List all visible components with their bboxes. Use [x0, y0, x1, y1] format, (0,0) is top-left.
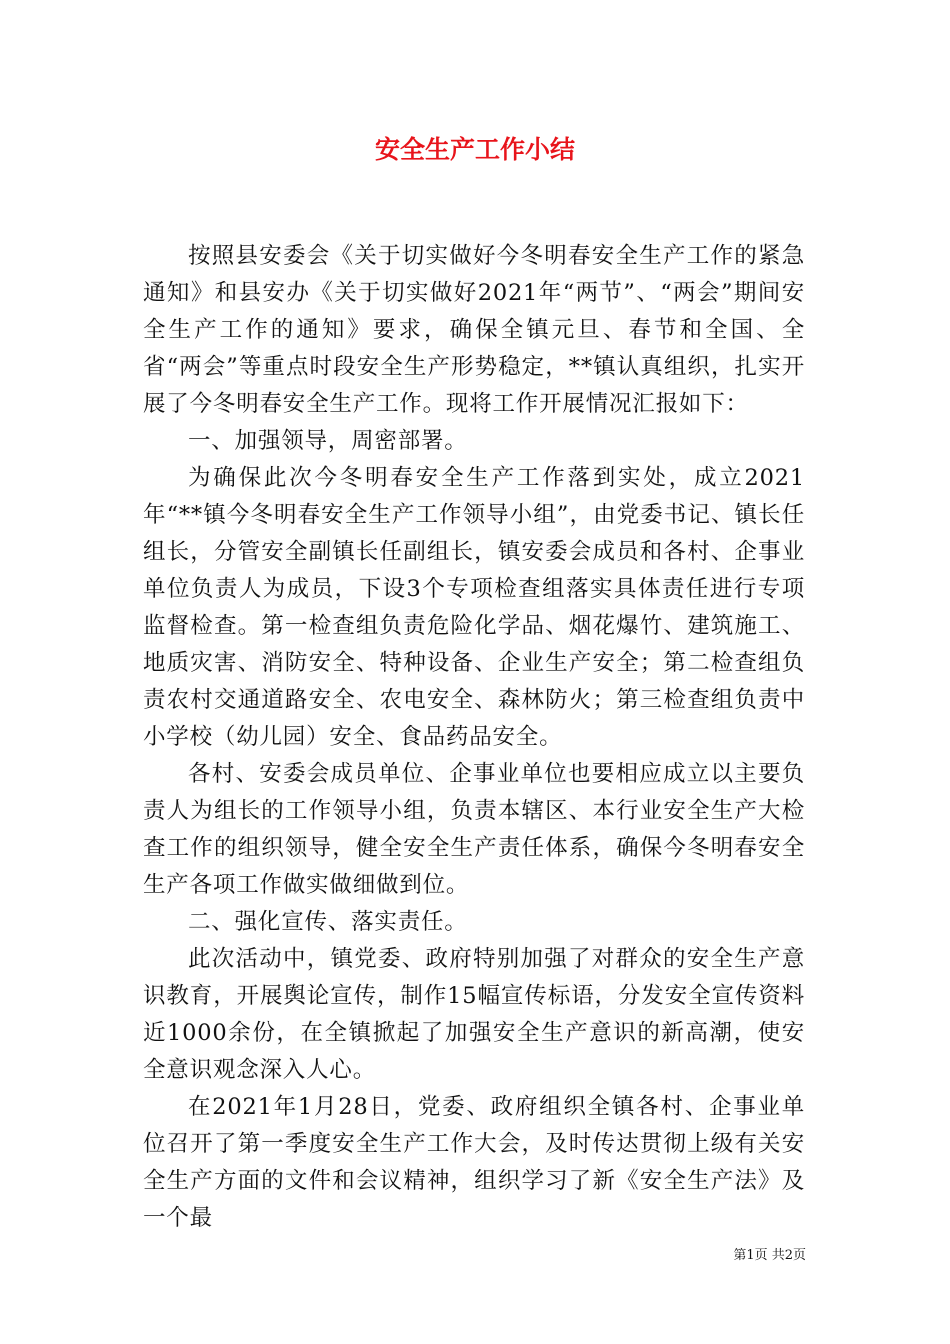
section-heading-2: 二、强化宣传、落实责任。: [188, 909, 468, 935]
paragraph-units-responsibility: 各村、安委会成员单位、企事业单位也要相应成立以主要负责人为组长的工作领导小组，负责本辖区、本行业安全生产大检查工作的组织领导，健全安全生产责任体系，确保今冬明春安全生产各项工作做实做细做到位。: [143, 761, 805, 898]
paragraph-meeting: 在2021年1月28日，党委、政府组织全镇各村、企事业单位召开了第一季度安全生产工作大会，及时传达贯彻上级有关安全生产方面的文件和会议精神，组织学习了新《安全生产法》及一个最: [143, 1094, 805, 1231]
section-heading-1: 一、加强领导，周密部署。: [188, 428, 468, 454]
paragraph-publicity: 此次活动中，镇党委、政府特别加强了对群众的安全生产意识教育，开展舆论宣传，制作15幅宣传标语，分发安全宣传资料近1000余份，在全镇掀起了加强安全生产意识的新高潮，使安全意识观念深入人心。: [143, 946, 805, 1083]
paragraph-leadership-group: 为确保此次今冬明春安全生产工作落到实处，成立2021年“**镇今冬明春安全生产工作领导小组”，由党委书记、镇长任组长，分管安全副镇长任副组长，镇安委会成员和各村、企事业单位负责人为成员，下设3个专项检查组落实具体责任进行专项监督检查。第一检查组负责危险化学品、烟花爆竹、建筑施工、地质灾害、消防安全、特种设备、企业生产安全；第二检查组负责农村交通道路安全、农电安全、森林防火；第三检查组负责中小学校（幼儿园）安全、食品药品安全。: [143, 465, 805, 750]
paragraph-intro: 按照县安委会《关于切实做好今冬明春安全生产工作的紧急通知》和县安办《关于切实做好2021年“两节”、“两会”期间安全生产工作的通知》要求，确保全镇元旦、春节和全国、全省“两会”等重点时段安全生产形势稳定，**镇认真组织，扎实开展了今冬明春安全生产工作。现将工作开展情况汇报如下：: [143, 243, 805, 417]
page-number-footer: 第1页 共2页: [733, 1248, 806, 1263]
document-title: 安全生产工作小结: [374, 135, 575, 164]
document-body: [143, 238, 805, 1237]
